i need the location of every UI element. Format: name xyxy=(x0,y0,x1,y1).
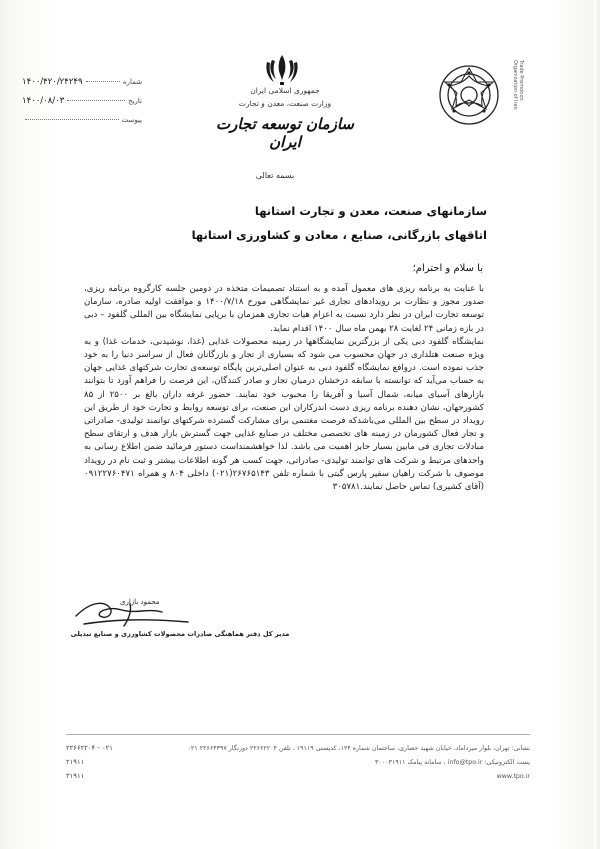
letter-date: ۱۴۰۰/۰۸/۰۳ xyxy=(22,96,65,106)
addressee-line-1: سازمانهای صنعت، معدن و تجارت استانها xyxy=(254,204,487,218)
footer-contact: پست الکترونیکی: info@tpo.ir ، سامانه پیامک ۳۰۰۰۳۱۹۱۱ xyxy=(375,759,530,766)
scan-edge xyxy=(594,0,600,849)
national-emblem-icon xyxy=(262,52,302,88)
bismillah: بسمه تعالی xyxy=(255,171,295,180)
dotted-line xyxy=(25,118,119,120)
footer-website: www.tpo.ir xyxy=(496,773,530,780)
dotted-line xyxy=(86,80,120,82)
tpo-logo xyxy=(436,62,502,128)
footer-sms: ۳۱۹۱۱ xyxy=(66,772,85,780)
date-row xyxy=(22,95,142,108)
attachment-row xyxy=(22,114,142,127)
number-row xyxy=(22,76,142,89)
greeting: با سلام و احترام؛ xyxy=(412,263,483,274)
body-paragraph-2: نمایشگاه گلفود دبی یکی از بزرگترین نمایشگاهها در زمینه محصولات غذایی (غذا، نوشیدنی، خدمات غذا) و به ویژه صنعت هتلداری در جهان محسوب می شود که بسیاری از تجار و بازرگانان فعال از سراسر دنیا را به خود جذب نموده است. دروافع نمایشگاه گلفود دبی به عنوان اصلی‌ترین پایگاه توسعه‌ی تجارت شرکتهای غذایی جهان به حساب می‌آید که توانسته با سابقه درخشان درمیان تجار و صادر کنندگان، این فرصت را فراهم آورد تا بتوانند بازارهای آسیای میانه، شمال آسیا و آفریقا را محبوب خود نمایند. حضور غرفه داران بالغ بر ۲۵۰۰ از ۸۵ کشورجهان، نشان دهنده برنامه ریزی دست اندرکاران این صنعت، برای توسعه روابط و تجارت خود از طریق این رویداد در سطح بین المللی می‌باشدکه فرصت مغتنمی برای مشارکت گسترده شرکتهای توانمند تولیدی- صادراتی و تجار فعال کشورمان در زمینه های تخصصی مختلف در صنایع غذایی جهت گسترش بازار هدف و ارتقای سطح مبادلات تجاری فی مابین بسیار حایز اهمیت می باشد. لذا خواهشمنداست دستور فرمائید ضمن اطلاع رسانی به واحدهای مرتبط و شرکت های توانمند تولیدی- صادراتی، جهت کسب هر گونه اطلاعات بیشتر و ثبت نام در رویداد موصوف با شرکت راهیان سفیر پارس گیتی با شماره تلفن ۲۶۷۶۵۱۴۳(۰۲۱) داخلی ۸۰۴ و همراه ۰۹۱۲۲۷۶۰۴۷۱ (آقای کشیری) تماس حاصل نمایند.۳۰۵۷۸۱ xyxy=(84,336,484,493)
footer-phone: ۲۲۶۶۲۲۰۴ - ۰۲۱ xyxy=(66,744,113,752)
ministry-line: وزارت صنعت، معدن و تجارت xyxy=(238,99,332,108)
attachment-label: پیوست xyxy=(121,116,142,124)
body-paragraph-1: با عنایت به برنامه ریزی های معمول آمده و به استناد تصمیمات متخذه در دومین جلسه کارگروه برنامه ریزی، صدور مجوز و نظارت بر رویدادهای تجاری غیر نمایشگاهی مورخ ۱۴۰۰/۷/۱۸ و موافقت اولیه صادره، سازمان توسعه تجارت ایران در نظر دارد نسبت به اعزام هیات تجاری همزمان با برپایی نمایشگاه بین المللی گلفود – دبی در بازه زمانی ۲۴ لغایت ۲۸ بهمن ماه سال ۱۴۰۰ اقدام نماید. xyxy=(84,284,484,334)
date-label: تاریخ xyxy=(128,97,142,105)
logo-caption: Trade Promotion Organization of Iran xyxy=(512,60,524,110)
signatory-name: محمود بازاری xyxy=(120,598,160,606)
government-line: جمهوری اسلامی ایران xyxy=(250,86,320,95)
reference-block xyxy=(22,76,142,133)
number-label: شماره xyxy=(122,78,142,86)
organization-header xyxy=(200,86,370,151)
footer-divider xyxy=(66,734,530,735)
footer-address: نشانی: تهران، بلوار میرداماد، خیابان شهید حصاری، ساختمان شماره ۱۲۴، کدپستی ۱۹۱۱۹ ، تلفن ۲۲۶۶۲۲۰۴ دورنگار ۲۲۶۶۴۳۹۷ ۰۲۱ xyxy=(187,745,530,752)
footer-postal: ۲۱۹۱۱ xyxy=(66,758,85,766)
organization-name: سازمان توسعه تجارت ایران xyxy=(215,115,354,151)
letter-number: ۱۴۰۰/۴۲۰/۲۴۲۴۹ xyxy=(22,77,83,87)
addressee-line-2: اتاقهای بازرگانی، صنایع ، معادن و کشاورزی استانها xyxy=(191,228,487,242)
dotted-line xyxy=(67,99,125,101)
signatory-title: مدیر کل دفتر هماهنگی صادرات محصولات کشاورزی و صنایع تبدیلی xyxy=(70,630,290,638)
letter-body xyxy=(84,283,484,494)
addressee-block xyxy=(107,199,487,247)
